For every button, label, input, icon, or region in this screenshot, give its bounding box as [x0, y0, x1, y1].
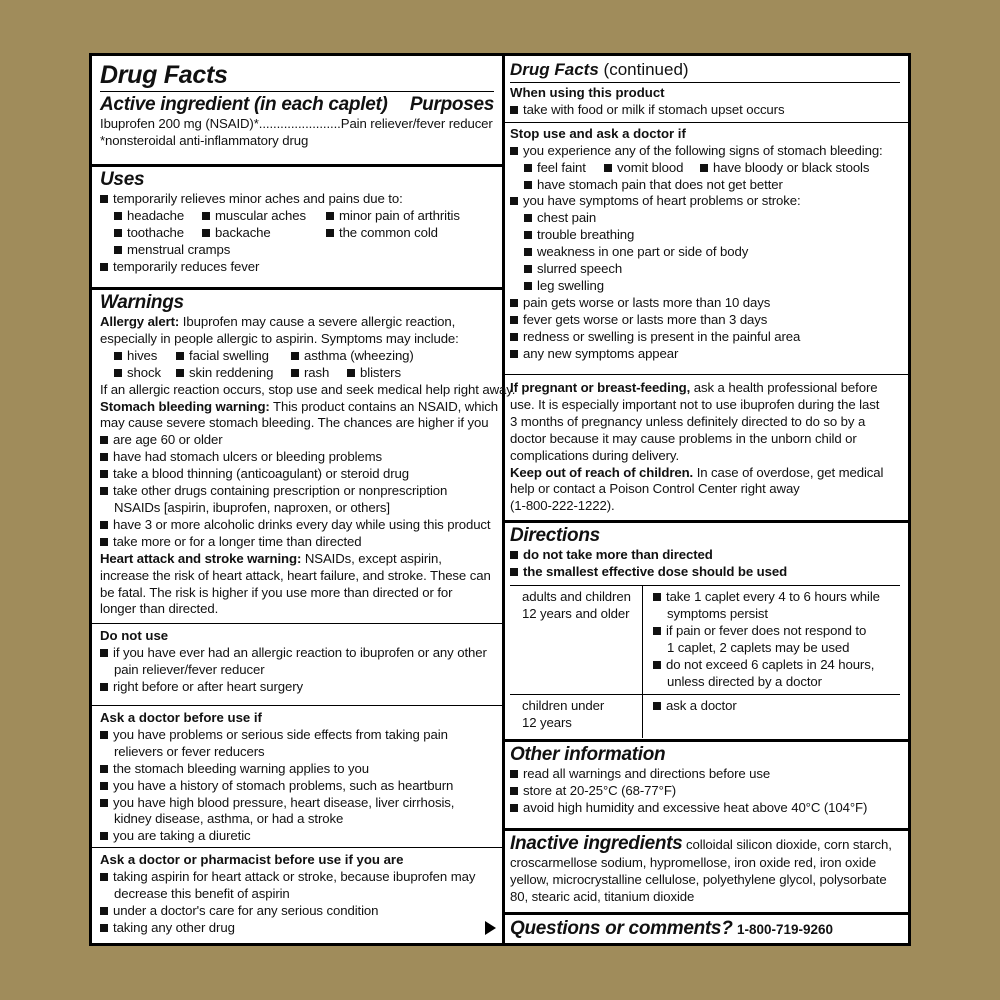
bullet-icon [100, 683, 108, 691]
stomach-item [100, 466, 494, 483]
use-item: muscular aches [215, 207, 306, 223]
symptom-item: blisters [360, 364, 401, 380]
ask-pharmacist-item [100, 869, 494, 886]
dosage-item [653, 657, 900, 674]
do-not-use-heading: Do not use [100, 628, 169, 643]
other-item [510, 783, 900, 800]
ask-doctor-item-cont: relievers or fever reducers [114, 743, 265, 759]
ask-doctor-item [100, 778, 494, 795]
ask-pharmacist-item-cont: decrease this benefit of aspirin [114, 885, 290, 901]
bullet-icon [604, 164, 612, 172]
ingredient-name: Ibuprofen 200 mg (NSAID)* [100, 116, 259, 131]
heart-symptom-text: weakness in one part or side of body [537, 244, 749, 260]
bullet-icon [100, 731, 108, 739]
ask-doctor-text: you have high blood pressure, heart disease, liver cirrhosis, [113, 794, 455, 810]
inactive-text: colloidal silicon dioxide, corn starch, [682, 837, 892, 852]
dosage-text: ask a doctor [666, 698, 737, 714]
pregnancy-line-5: complications during delivery. [510, 447, 680, 463]
stop-use-text: redness or swelling is present in the painful area [523, 328, 801, 344]
stop-use-text: you have symptoms of heart problems or stroke: [523, 193, 801, 209]
inactive-ingredients-heading: Inactive ingredients [510, 833, 683, 854]
bullet-icon [524, 282, 532, 290]
dosage-text-cont: 1 caplet, 2 caplets may be used [667, 639, 850, 655]
bullet-icon [114, 369, 122, 377]
ask-doctor-item [100, 761, 494, 778]
stop-use-text: pain gets worse or lasts more than 10 days [523, 294, 771, 310]
bleed-row [510, 160, 900, 177]
continued-title [510, 60, 900, 80]
dosage-text-cont: symptoms persist [667, 605, 768, 621]
bullet-icon [176, 369, 184, 377]
keep-out-label: Keep out of reach of children. [510, 464, 694, 480]
bullet-icon [510, 197, 518, 205]
inactive-line-3: yellow, microcrystalline cellulose, polyethylene glycol, polysorbate [510, 871, 887, 887]
bullet-icon [100, 907, 108, 915]
bullet-icon [653, 661, 661, 669]
ask-doctor-text: you have a history of stomach problems, such as heartburn [113, 777, 454, 793]
use-item: toothache [127, 224, 185, 240]
symptoms-row-1 [100, 348, 494, 365]
ask-doctor-section [92, 705, 502, 847]
pregnancy-section [502, 374, 908, 520]
ask-pharmacist-item [100, 903, 494, 920]
purposes-label: Purposes [409, 94, 494, 115]
bullet-icon [510, 568, 518, 576]
do-not-use-text: right before or after heart surgery [113, 678, 304, 694]
stomach-line-2: may cause severe stomach bleeding. The chances are higher if you [100, 415, 489, 431]
right-column [502, 56, 908, 943]
allergy-text: Ibuprofen may cause a severe allergic reaction, [179, 314, 456, 329]
heart-symptom [510, 278, 900, 295]
heart-symptom-text: trouble breathing [537, 227, 635, 243]
other-item [510, 766, 900, 783]
keep-out-text: In case of overdose, get medical [693, 464, 884, 480]
bullet-icon [524, 248, 532, 256]
bullet-icon [510, 350, 518, 358]
uses-intro [100, 191, 494, 208]
use-item: the common cold [339, 224, 438, 240]
use-item: temporarily reduces fever [113, 258, 260, 274]
bullet-icon [700, 164, 708, 172]
allergy-end: If an allergic reaction occurs, stop use and seek medical help right away. [100, 381, 516, 397]
dosage-text: do not exceed 6 caplets in 24 hours, [666, 656, 875, 672]
bullet-icon [653, 702, 661, 710]
stomach-line-1 [100, 398, 499, 416]
do-not-use-item [100, 645, 494, 662]
heart-warning-label: Heart attack and stroke warning: [100, 550, 302, 566]
stop-use-text: you experience any of the following signs of stomach bleeding: [523, 142, 883, 158]
symptom-item: shock [127, 364, 161, 380]
bullet-icon [176, 352, 184, 360]
directions-rule-text: do not take more than directed [523, 547, 713, 562]
bleed-item: have bloody or black stools [713, 159, 870, 175]
do-not-use-item-cont: pain reliever/fever reducer [114, 661, 265, 677]
bullet-icon [100, 453, 108, 461]
symptom-item: hives [127, 347, 158, 363]
dosage-cell [642, 695, 900, 738]
ask-pharmacist-section [92, 847, 502, 943]
stomach-item [100, 483, 494, 500]
uses-heading: Uses [100, 169, 145, 190]
bullet-icon [524, 265, 532, 273]
pregnancy-line-4: doctor because it may cause problems in the unborn child or [510, 430, 857, 446]
other-information-heading: Other information [510, 744, 666, 765]
stomach-item-text: are age 60 or older [113, 432, 223, 448]
bullet-icon [291, 352, 299, 360]
bullet-icon [100, 765, 108, 773]
age-group-text: 12 years and older [522, 605, 630, 621]
ask-doctor-item-cont: kidney disease, asthma, or had a stroke [114, 811, 344, 827]
directions-rule [510, 547, 900, 564]
bullet-icon [510, 299, 518, 307]
ingredient-purpose: Pain reliever/fever reducer [340, 116, 493, 131]
ask-doctor-item [100, 828, 494, 845]
ask-pharmacist-text: taking any other drug [113, 919, 235, 935]
stomach-item-text: take more or for a longer time than directed [113, 533, 362, 549]
questions-section [502, 912, 908, 943]
continued-suffix: (continued) [603, 60, 689, 79]
stop-use-item [510, 329, 900, 346]
bullet-icon [202, 229, 210, 237]
stomach-item [100, 449, 494, 466]
do-not-use-item [100, 679, 494, 696]
bullet-icon [524, 214, 532, 222]
questions-heading: Questions or comments? [510, 918, 733, 939]
bullet-icon [114, 352, 122, 360]
use-item: headache [127, 207, 185, 223]
dosage-item [653, 698, 900, 715]
when-using-text: take with food or milk if stomach upset occurs [523, 101, 785, 117]
left-column [92, 56, 516, 943]
uses-row-3 [100, 242, 494, 259]
age-group-text: adults and children [522, 589, 631, 604]
poison-control-phone: (1-800-222-1222). [510, 498, 615, 514]
questions-phone: 1-800-719-9260 [736, 922, 834, 937]
bullet-icon [100, 799, 108, 807]
heart-text: NSAIDs, except aspirin, [301, 550, 442, 566]
ingredient-line [100, 116, 494, 133]
symptoms-row-2 [100, 365, 494, 382]
symptom-item: skin reddening [189, 364, 274, 380]
bullet-icon [100, 782, 108, 790]
symptom-item: rash [304, 364, 330, 380]
bullet-icon [510, 770, 518, 778]
bullet-icon [100, 487, 108, 495]
directions-rule-text: the smallest effective dose should be used [523, 563, 788, 579]
allergy-line-1 [100, 314, 494, 331]
drug-facts-title: Drug Facts [100, 61, 228, 89]
bullet-icon [100, 436, 108, 444]
stomach-warning-label: Stomach bleeding warning: [100, 398, 270, 414]
stomach-item-text: have 3 or more alcoholic drinks every day while using this product [113, 516, 491, 532]
leader-dots: ....................... [258, 116, 341, 131]
inactive-ingredients-section [502, 828, 908, 912]
stop-use-item [510, 143, 900, 160]
active-ingredient-heading [100, 94, 494, 116]
directions-heading: Directions [510, 525, 600, 546]
other-information-section [502, 739, 908, 828]
bullet-icon [524, 231, 532, 239]
bullet-icon [326, 229, 334, 237]
bullet-icon [510, 804, 518, 812]
stomach-item [100, 534, 494, 551]
warnings-section [92, 287, 516, 623]
bullet-icon [510, 106, 518, 114]
stop-use-item [510, 346, 900, 363]
stomach-item-text: take a blood thinning (anticoagulant) or steroid drug [113, 466, 410, 482]
inactive-line-2: croscarmellose sodium, hypromellose, iron oxide red, iron oxide [510, 855, 877, 870]
bullet-icon [291, 369, 299, 377]
bullet-icon [510, 147, 518, 155]
bullet-icon [510, 787, 518, 795]
use-item: menstrual cramps [127, 241, 231, 257]
stomach-text: This product contains an NSAID, which [269, 398, 499, 414]
bullet-icon [114, 246, 122, 254]
ask-doctor-item [100, 727, 494, 744]
stomach-item-text: have had stomach ulcers or bleeding problems [113, 449, 383, 465]
bleed-item: vomit blood [617, 159, 684, 175]
ask-doctor-text: the stomach bleeding warning applies to you [113, 760, 369, 776]
bullet-icon [100, 873, 108, 881]
uses-row-2 [100, 225, 494, 242]
dosage-text: if pain or fever does not respond to [666, 622, 867, 638]
active-ingredient-section [92, 56, 502, 164]
ask-doctor-item [100, 795, 494, 812]
ask-pharmacist-text: under a doctor's care for any serious condition [113, 902, 379, 918]
pregnancy-line-1 [510, 380, 900, 397]
bullet-icon [100, 538, 108, 546]
inactive-line-4: 80, stearic acid, titanium dioxide [510, 888, 695, 904]
use-item: backache [215, 224, 271, 240]
other-text: store at 20-25°C (68-77°F) [523, 782, 677, 798]
heart-symptom [510, 261, 900, 278]
active-ingredient-label: Active ingredient (in each caplet) [100, 94, 388, 115]
other-text: read all warnings and directions before use [523, 766, 771, 781]
inactive-line-1 [510, 833, 900, 855]
dosage-cell [642, 586, 900, 694]
heart-symptom [510, 210, 900, 227]
pregnancy-text: ask a health professional before [690, 380, 878, 395]
heart-symptom-text: chest pain [537, 210, 597, 226]
nsaid-footnote: *nonsteroidal anti-inflammatory drug [100, 132, 309, 148]
symptom-item: facial swelling [189, 347, 269, 363]
pregnancy-line-2: use. It is especially important not to use ibuprofen during the last [510, 396, 880, 412]
bullet-icon [100, 832, 108, 840]
bullet-icon [347, 369, 355, 377]
dosage-text: take 1 caplet every 4 to 6 hours while [666, 589, 880, 604]
drug-facts-panel [89, 53, 911, 946]
bullet-icon [100, 924, 108, 932]
heart-symptom [510, 244, 900, 261]
allergy-line-2: especially in people allergic to aspirin. Symptoms may include: [100, 330, 459, 346]
stomach-item [100, 432, 494, 449]
other-text: avoid high humidity and excessive heat above 40°C (104°F) [523, 799, 868, 815]
directions-section [502, 520, 908, 739]
bullet-icon [524, 164, 532, 172]
when-using-heading: When using this product [510, 85, 665, 100]
heart-line-4: longer than directed. [100, 601, 219, 617]
stop-use-item [510, 193, 900, 210]
bleed-row [510, 177, 900, 194]
continued-arrow-icon [485, 921, 496, 935]
ask-pharmacist-text: taking aspirin for heart attack or stroke, because ibuprofen may [113, 868, 476, 884]
heart-symptom [510, 227, 900, 244]
uses-row-1 [100, 208, 494, 225]
heart-line-2: increase the risk of heart attack, heart failure, and stroke. These can [100, 567, 491, 583]
allergy-alert-label: Allergy alert: [100, 314, 180, 329]
dosage-row-children [510, 695, 900, 738]
pregnancy-line-3: 3 months of pregnancy unless definitely directed to do so by a [510, 413, 866, 429]
heart-line-3: be fatal. The risk is higher if you use more than directed or for [100, 584, 453, 600]
bullet-icon [100, 521, 108, 529]
stop-use-item [510, 295, 900, 312]
stop-use-item [510, 312, 900, 329]
bullet-icon [100, 649, 108, 657]
other-item [510, 800, 900, 817]
bullet-icon [100, 263, 108, 271]
continued-title-label: Drug Facts [510, 60, 599, 79]
bullet-icon [653, 593, 661, 601]
age-group-text: 12 years [522, 715, 572, 731]
age-group-cell [522, 589, 642, 623]
uses-section [92, 164, 502, 287]
dosage-row-adults [510, 586, 900, 695]
bullet-icon [524, 181, 532, 189]
heart-symptom-text: slurred speech [537, 261, 623, 277]
bullet-icon [653, 627, 661, 635]
ask-doctor-text: you are taking a diuretic [113, 828, 251, 844]
heart-symptom-text: leg swelling [537, 277, 604, 293]
symptom-item: asthma (wheezing) [304, 347, 414, 363]
keep-out-line-1 [510, 465, 900, 482]
age-group-cell [522, 698, 642, 732]
do-not-use-text: if you have ever had an allergic reaction to ibuprofen or any other [113, 644, 487, 660]
bleed-item: feel faint [537, 159, 586, 175]
directions-rule [510, 564, 900, 581]
stomach-item [100, 517, 494, 534]
pregnancy-label: If pregnant or breast-feeding, [510, 380, 691, 395]
when-using-item [510, 102, 900, 119]
age-group-text: children under [522, 698, 605, 714]
warnings-heading: Warnings [100, 292, 184, 313]
bullet-icon [100, 470, 108, 478]
bullet-icon [114, 229, 122, 237]
stop-use-text: fever gets worse or lasts more than 3 days [523, 311, 768, 327]
dosage-item [653, 589, 900, 606]
ask-pharmacist-heading: Ask a doctor or pharmacist before use if you are [100, 852, 404, 867]
ask-pharmacist-item [100, 920, 494, 937]
bullet-icon [114, 212, 122, 220]
ask-doctor-heading: Ask a doctor before use if [100, 710, 262, 725]
bullet-icon [100, 195, 108, 203]
bleed-item: have stomach pain that does not get better [537, 176, 783, 192]
use-item: minor pain of arthritis [339, 207, 460, 223]
dosage-item [653, 623, 900, 640]
uses-fever [100, 259, 494, 276]
dosage-text-cont: unless directed by a doctor [667, 673, 822, 689]
bullet-icon [510, 316, 518, 324]
uses-intro-text: temporarily relieves minor aches and pains due to: [113, 191, 403, 206]
heart-line-1 [100, 551, 494, 568]
bullet-icon [326, 212, 334, 220]
stomach-item-cont: NSAIDs [aspirin, ibuprofen, naproxen, or others] [114, 499, 390, 515]
bullet-icon [510, 333, 518, 341]
stomach-item-text: take other drugs containing prescription or nonprescription [113, 483, 448, 499]
dosage-table [510, 585, 900, 738]
stop-use-heading: Stop use and ask a doctor if [510, 125, 686, 141]
stop-use-text: any new symptoms appear [523, 345, 679, 361]
bullet-icon [202, 212, 210, 220]
bullet-icon [510, 551, 518, 559]
keep-out-line-2: help or contact a Poison Control Center right away [510, 481, 800, 497]
ask-doctor-text: you have problems or serious side effects from taking pain [113, 726, 448, 742]
do-not-use-section [92, 623, 502, 705]
continued-section [502, 56, 908, 376]
